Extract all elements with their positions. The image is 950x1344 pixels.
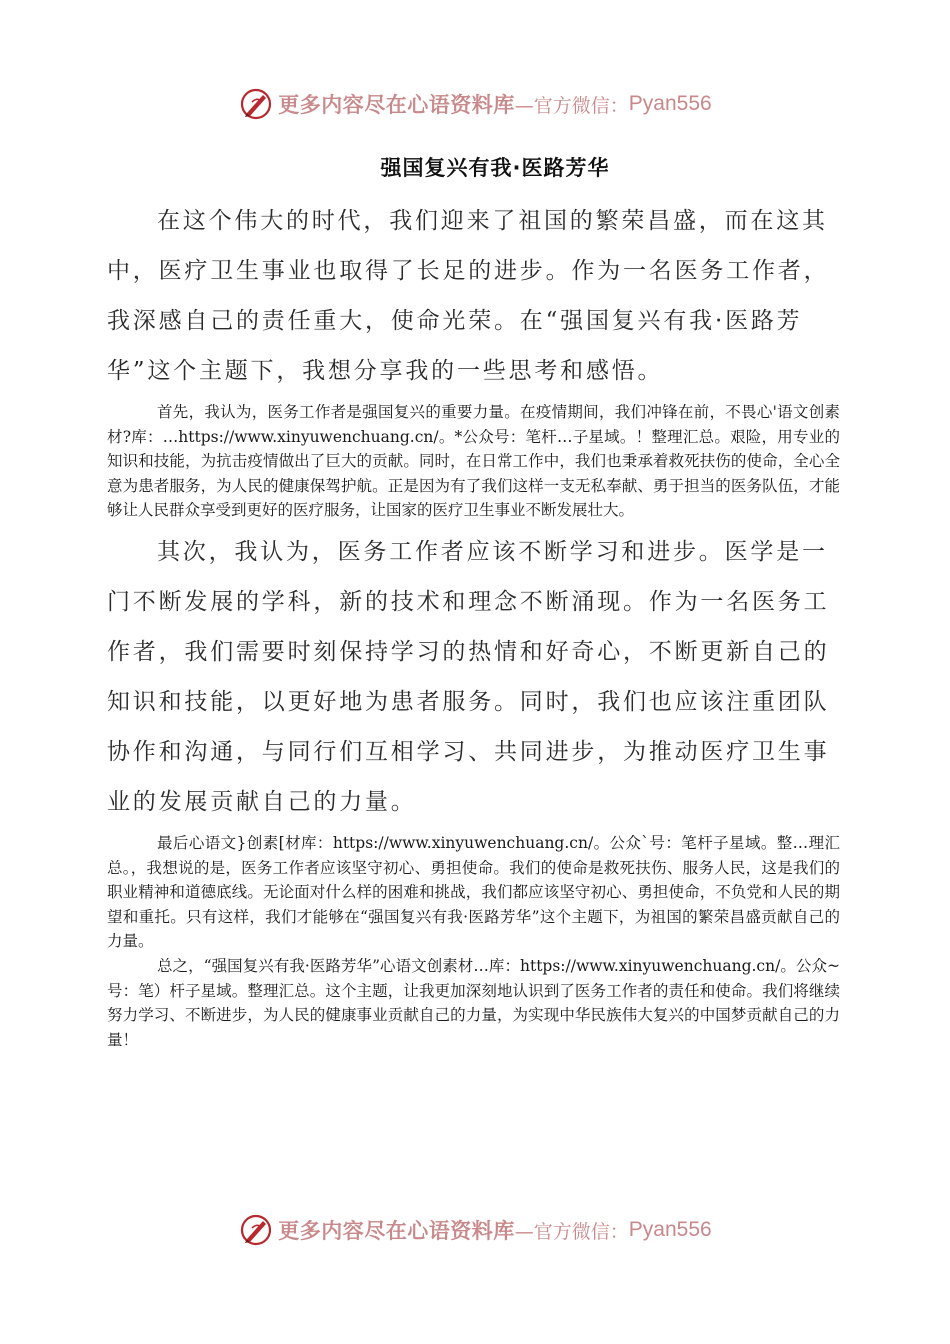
banner-text: 更多内容尽在心语资料库: [278, 1218, 515, 1243]
paragraph-last: 最后心语文}创素[材库：https://www.xinyuwenchuang.cn/。公众`号：笔杆子星域。整…理汇总。，我想说的是，医务工作者应该坚守初心、勇担使命。我们的使命是救死扶伤、服务人民，这是我们的职业精神和道德底线。无论面对什么样的困难和挑战，我们都应该坚守初心、勇担使命，不负党和人民的期望和重托。只有这样，我们才能够在“强国复兴有我·医路芳华”这个主题下，为祖国的繁荣昌盛贡献自己的力量。: [107, 833, 840, 951]
paragraph-intro: 在这个伟大的时代，我们迎来了祖国的繁荣昌盛，而在这其中，医疗卫生事业也取得了长足的进步。作为一名医务工作者，我深感自己的责任重大，使命光荣。在“强国复兴有我·医路芳华”这个主题下，我想分享我的一些思考和感悟。: [107, 208, 830, 384]
pen-logo-icon: [238, 86, 274, 122]
header-banner: [0, 84, 950, 124]
banner-wechat-id: Pyan556: [628, 92, 712, 115]
paragraph-first: 首先，我认为，医务工作者是强国复兴的重要力量。在疫情期间，我们冲锋在前，不畏心'语文创素材?库：…https://www.xinyuwenchuang.cn/。*公众号：笔杆…子星域。！整理汇总。艰险，用专业的知识和技能，为抗击疫情做出了巨大的贡献。同时，在日常工作中，我们也秉承着救死扶伤的使命，全心全意为患者服务，为人民的健康保驾护航。正是因为有了我们这样一支无私奉献、勇于担当的医务队伍，才能够让人民群众享受到更好的医疗服务，让国家的医疗卫生事业不断发展壮大。: [107, 403, 840, 520]
paragraph-second: 其次，我认为，医务工作者应该不断学习和进步。医学是一门不断发展的学科，新的技术和理念不断涌现。作为一名医务工作者，我们需要时刻保持学习的热情和好奇心，不断更新自己的知识和技能，以更好地为患者服务。同时，我们也应该注重团队协作和沟通，与同行们互相学习、共同进步，为推动医疗卫生事业的发展贡献自己的力量。: [107, 538, 830, 815]
footer-banner: [0, 1210, 950, 1250]
document-body: [107, 196, 840, 1052]
banner-text: 更多内容尽在心语资料库: [278, 92, 515, 117]
banner-sub: —官方微信：: [514, 1220, 629, 1243]
banner-wechat-id: Pyan556: [628, 1218, 712, 1241]
paragraph-conclusion: 总之，“强国复兴有我·医路芳华”心语文创素材…库：https://www.xinyuwenchuang.cn/。公众~号：笔）杆子星域。整理汇总。这个主题，让我更加深刻地认识到了医务工作者的责任和使命。我们将继续努力学习、不断进步，为人民的健康事业贡献自己的力量，为实现中华民族伟大复兴的中国梦贡献自己的力量！: [107, 956, 840, 1049]
pen-logo-icon: [238, 1212, 274, 1248]
banner-sub: —官方微信：: [514, 94, 629, 117]
document-title: 强国复兴有我·医路芳华: [380, 156, 610, 180]
